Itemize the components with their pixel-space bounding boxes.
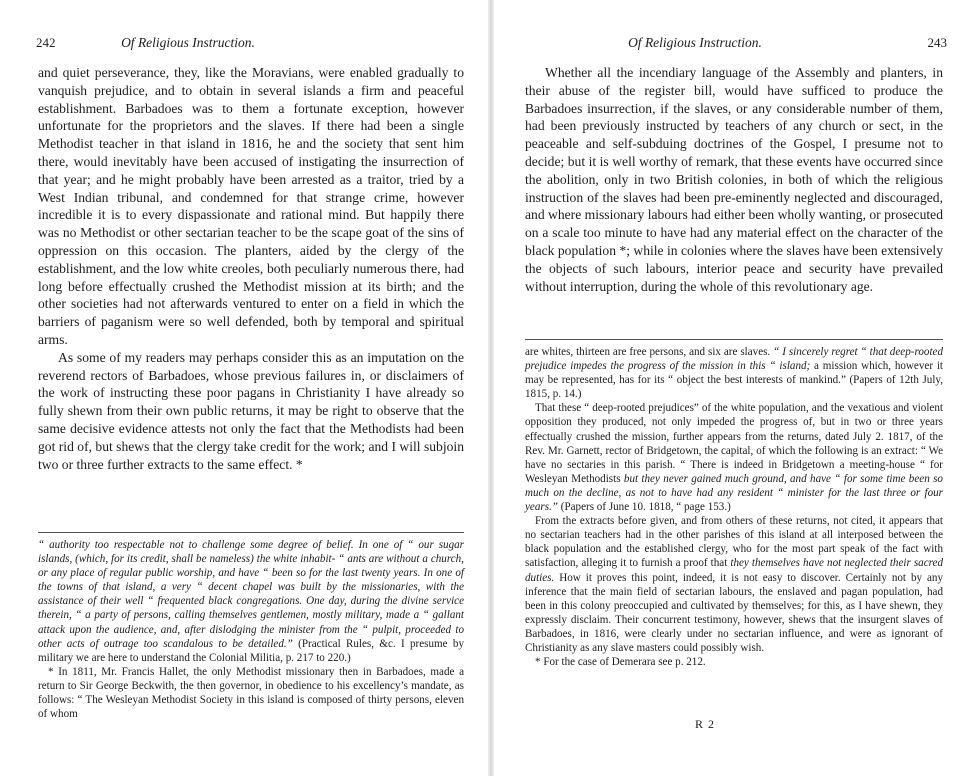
signature-mark: R 2: [695, 717, 716, 731]
right-footnotes: [525, 345, 943, 669]
right-page: [525, 0, 947, 776]
left-paragraph-1: and quiet perseverance, they, like the Moravians, were enabled gradually to vanquish prejudice, and to obtain in several islands a firm and peaceful establishment. Barbadoes was to them a fortunate exception, however unfortunate for the proprietors and the slaves. If there had been a single Methodist teacher in that island in 1816, he and the society that sent him there, would inevitably have been accused of instigating the insurrection of that year; and he might probably have been arrested as a traitor, tried by a West Indian tribunal, and condemned for that strange crime, however incredible it is to every dispassionate and rational mind. But happily there was no Methodist or other sectarian teacher to be the scape goat of the sins of oppression on this occasion. The planters, aided by the clergy of the establishment, and the low white creoles, both peculiarly numerous there, had long before effectually crushed the Methodist mission at its birth; and the other societies had not afterwards ventured to enter on a field in which the barriers of paganism were so well defended, both by temporal and spiritual arms.: [38, 65, 464, 347]
left-footnote-1-quote: “ authority too respectable not to challenge some degree of belief. In one of “ our sugar islands, (which, for its credit, shall be nameless) the white inhabit- “ ants are without a church, or any place of regular public worship, and have “ been so for the last twenty years. In one of the towns of that island, a very “ decent chapel was built by the missionaries, with the assistance of their well “ frequented black congregations. One day, during the divine service therein, “ a party of persons, calling themselves gentlemen, mostly military, made a “ gallant attack upon the audience, and, after dislodging the minister from the “ pulpit, proceeded to other acts of outrage too scandalous to be detailed.”: [38, 539, 464, 650]
right-paragraph-1: Whether all the incendiary language of the Assembly and planters, in their abuse of the register bill, would have sufficed to produce the Barbadoes insurrection, if the slaves, or any considerable number of them, had been previously instructed by teachers of any church or sect, in the peaceable and self-subduing doctrines of the Gospel, I presume not to decide; but it is well worthy of remark, that these events have occurred since the abolition, only in two British colonies, in both of which the religious instruction of the slaves had been pre-eminently neglected and discouraged, and where missionary labours had either been wholly wanting, or prosecuted on a scale too minute to have had any material effect on the character of the black population *; while in colonies where the slaves have been extensively the objects of such labours, interior peace and security have prevailed without interruption, during the whole of this revolutionary age.: [525, 65, 943, 294]
right-running-title: Of Religious Instruction.: [628, 35, 762, 50]
right-footnote-1-quote: “ I sincerely regret “ that deep-rooted prejudice impedes the progress of the mission in this “ island;: [525, 346, 943, 373]
right-footnote-2-quote: but they never gained much ground, and have “ for some time been so much on the decline, as not to have had any resident “ minister for the last three or four years.”: [525, 472, 943, 514]
right-footnote-1: [525, 345, 943, 401]
right-footnote-4: * For the case of Demerara see p. 212.: [535, 656, 706, 669]
left-running-title: Of Religious Instruction.: [121, 35, 255, 50]
left-footnote-2: * In 1811, Mr. Francis Hallet, the only Methodist missionary then in Barbadoes, made a return to Sir George Beckwith, the then governor, in obedience to his excellency’s mandate, as follows: “ The Wesleyan Methodist Society in this island is composed of thirty persons, eleven of whom: [38, 665, 464, 721]
left-footnote-1: [38, 538, 464, 665]
right-footnote-rule: [525, 339, 943, 340]
left-paragraph-2: As some of my readers may perhaps consider this as an imputation on the reverend rectors of Barbadoes, whose previous failures in, or disclaimers of the work of instructing these poor pagans in Christianity I have already so fully shewn from their own public returns, it may be right to observe that the same decisive evidence attests not only the fact that the Methodists had been got rid of, but shews that the clergy take credit for the work; and I will subjoin two or three further extracts to the same effect. *: [38, 349, 464, 472]
left-page-header: [38, 35, 464, 53]
right-footnote-2: [525, 401, 943, 514]
left-footnote-rule: [38, 532, 464, 533]
right-page-number: 243: [927, 35, 947, 50]
book-gutter: [488, 0, 494, 776]
left-body-text: [38, 64, 464, 473]
right-footnote-2-a: That these “ deep-rooted prejudices” of the white population, and the vexatious and violent opposition they produced, not only impeded the progress of, but in two or three years effectually crushed the mission, further appears from the returns, dated July 2. 1817, of the Rev. Mr. Garnett, rector of Bridgetown, the capital, of which the following is an extract: “ We have no sectaries in this parish. “ There is indeed in Bridgetown a meeting-house “ for Wesleyan Methodists: [525, 402, 943, 485]
left-footnote-1-citation: (Practical Rules, &c. I presume by military we are here to understand the Colonial Militia, p. 217 to 220.): [38, 637, 464, 664]
right-page-header: [525, 35, 947, 53]
left-page-number: 242: [36, 35, 56, 50]
left-page: [38, 0, 464, 776]
right-footnote-3-a: From the extracts before given, and from others of these returns, not cited, it appears that no sectarian teachers had in the other parishes of this island at all interposed between the black population and the established clergy, who for the most part speak of the fact with satisfaction, alleging it to furnish a proof that: [525, 515, 943, 570]
right-body-text: [525, 64, 943, 295]
left-footnotes: [38, 538, 464, 721]
right-footnote-3: [525, 514, 943, 655]
right-footnote-3-emphasis: they themselves have not neglected their sacred duties.: [525, 557, 944, 584]
right-footnote-2-b: (Papers of June 10. 1818, “ page 153.): [557, 501, 731, 514]
right-footnote-1-b: a mission which, however it may be represented, has for its “ object the best interests of mankind.” (Papers of 12th July, 1815, p. 14.): [525, 360, 943, 401]
right-footnote-1-a: are whites, thirteen are free persons, and six are slaves.: [525, 346, 774, 358]
right-footnote-3-b: How it proves this point, indeed, it is not easy to discover. Certainly not by any inference that the main field of sectarian labours, the enslaved and pagan population, had been in this colony preoccupied and cultivated by themselves; for this, as I have shewn, they expressly disclaim. Their concurrent testimony, however, shews that the insurgent slaves of Barbadoes, in 1816, were clearly under no sectarian influence, and were as ignorant of Christianity as any slave masters could possibly wish.: [525, 571, 943, 654]
